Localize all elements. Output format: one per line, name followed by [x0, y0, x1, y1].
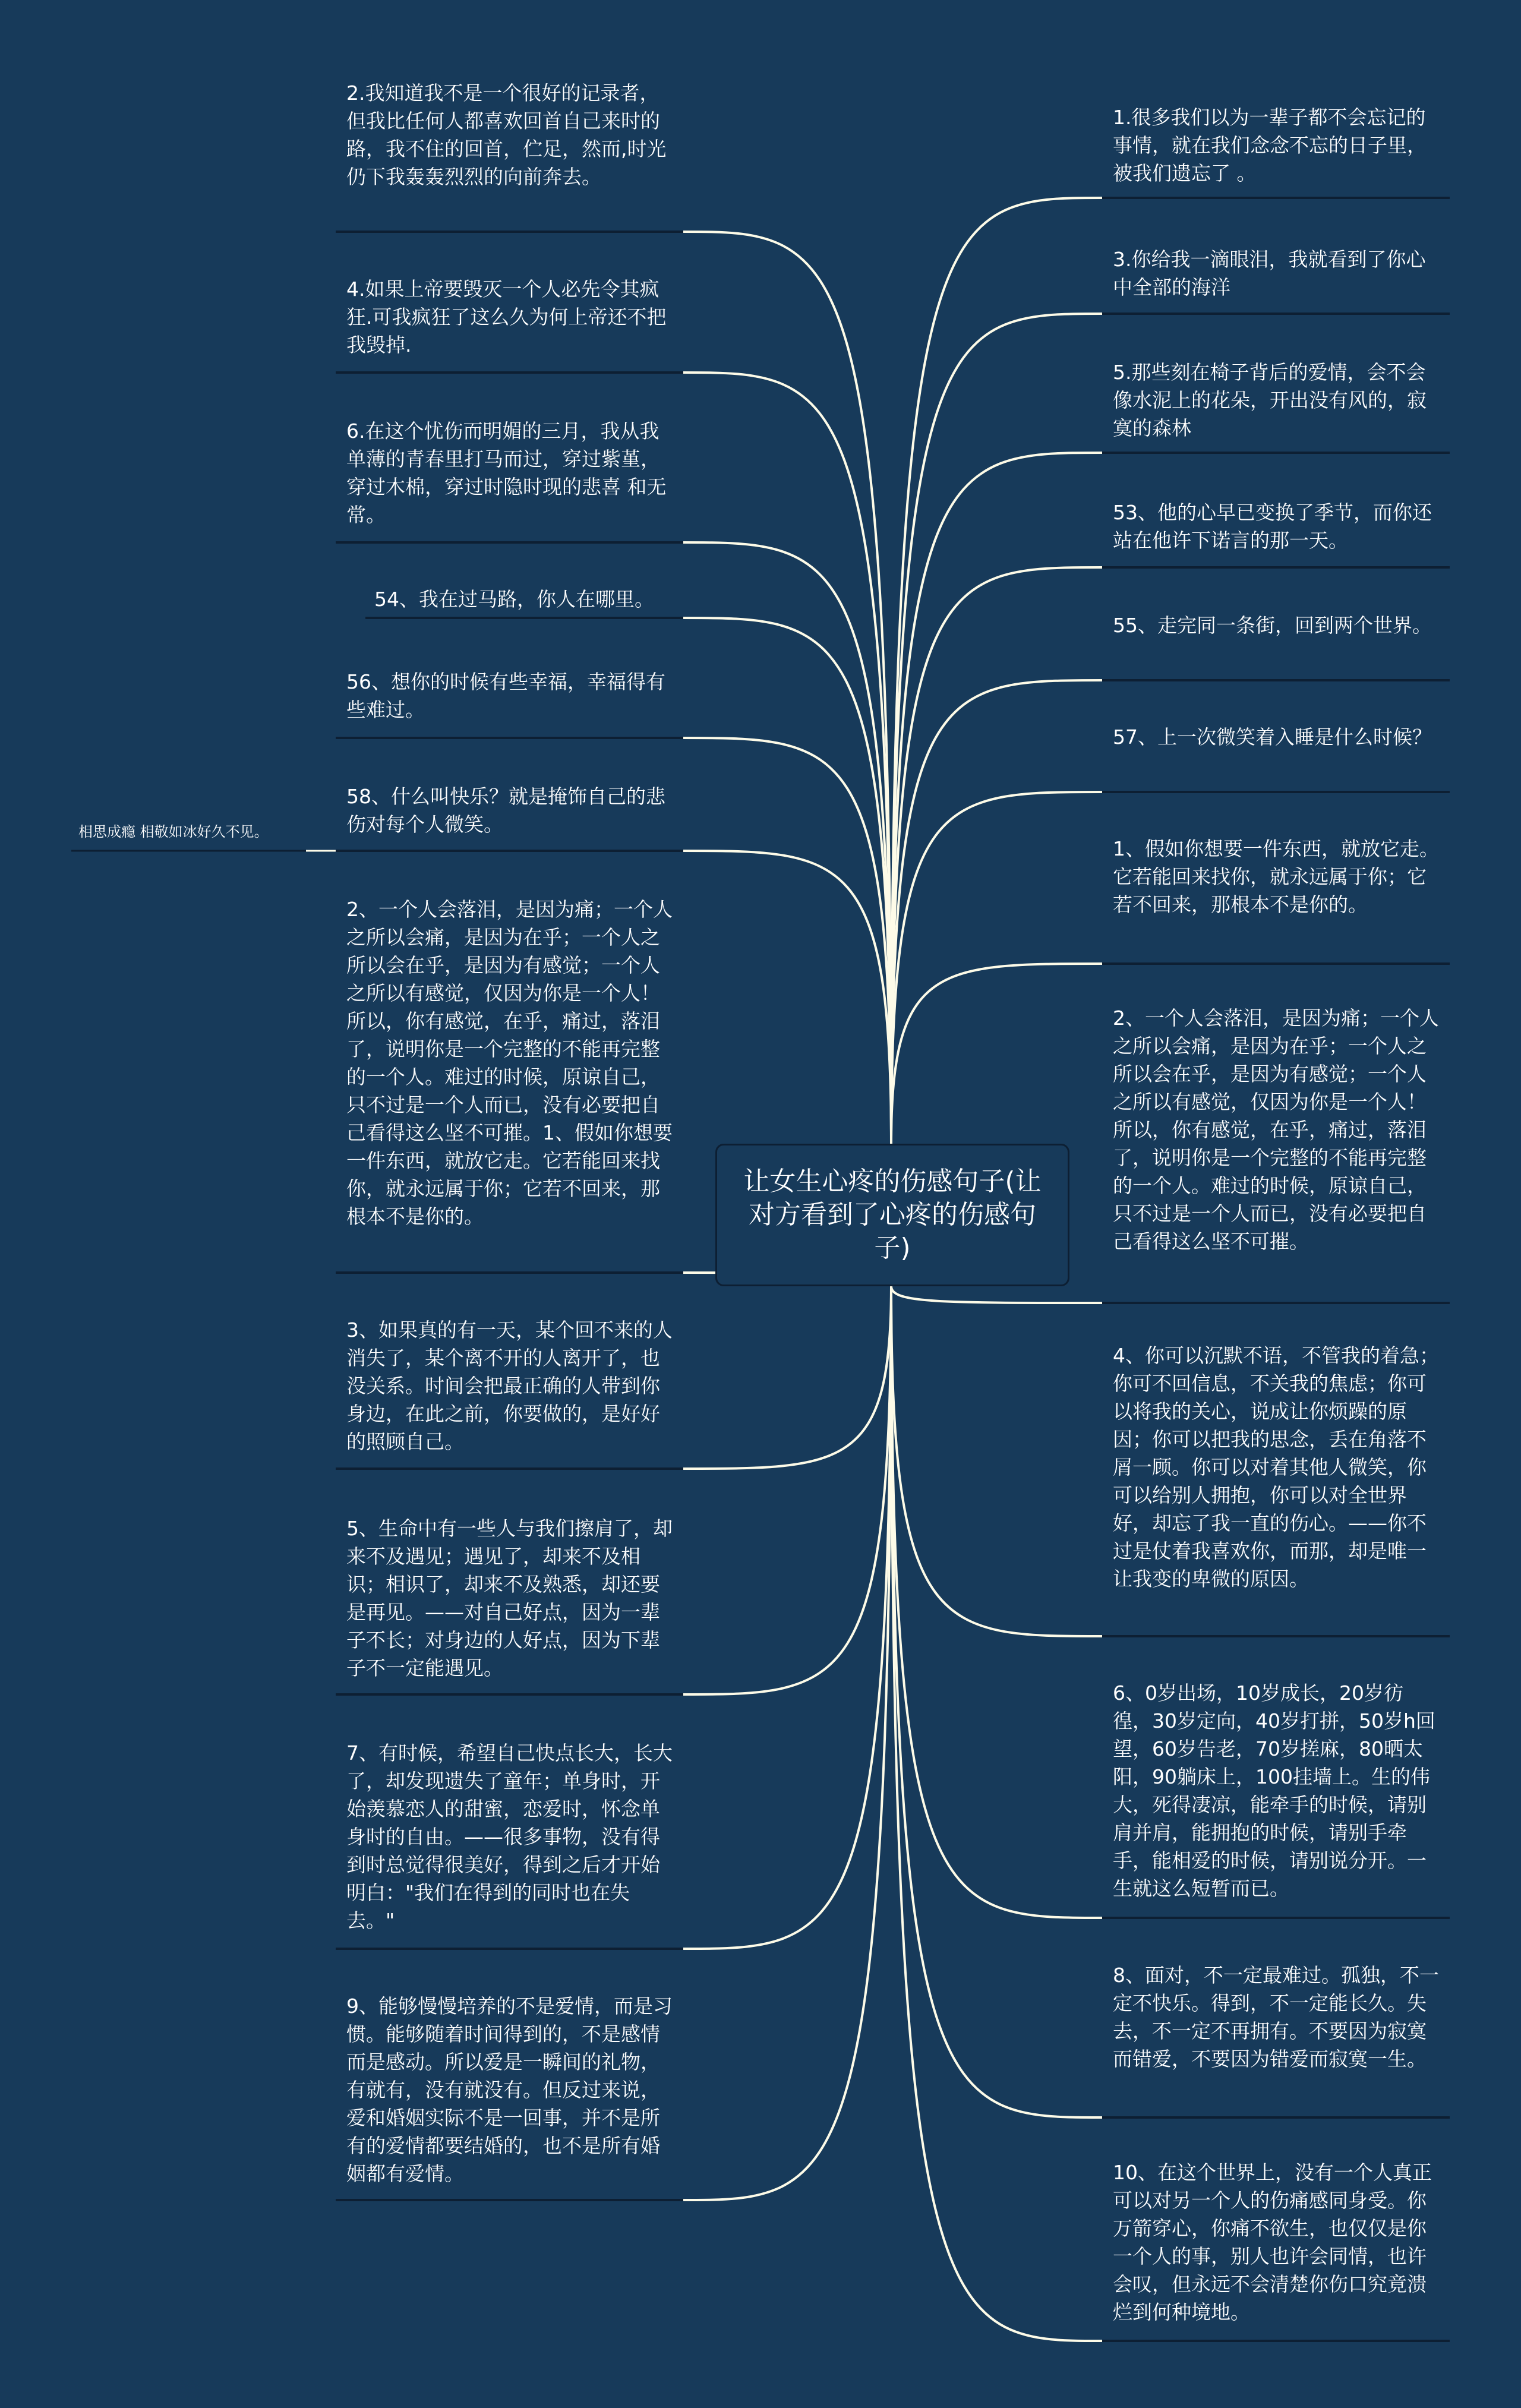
- left-connector-6: [683, 851, 891, 1144]
- central-topic[interactable]: [715, 1144, 1069, 1286]
- right-connector-10: [891, 1286, 1102, 1918]
- left-node-3: 6.在这个忧伤而明媚的三月，我从我单薄的青春里打马而过，穿过紫堇，穿过木棉，穿过时隐时现的悲喜 和无常。: [346, 419, 667, 526]
- right-connector-9: [891, 1286, 1102, 1636]
- right-node-4: 53、他的心早已变换了季节，而你还站在他许下诺言的那一天。: [1113, 501, 1432, 552]
- left-connector-8: [683, 1286, 891, 1469]
- left-connector-5: [683, 738, 891, 1144]
- right-node-3: 5.那些刻在椅子背后的爱情，会不会像水泥上的花朵，开出没有风的，寂寞的森林: [1113, 361, 1427, 440]
- far-left-node: 相思成瘾 相敬如冰好久不见。: [78, 823, 269, 840]
- left-connector-9: [683, 1286, 891, 1694]
- right-node-12: 10、在这个世界上，没有一个人真正可以对另一个人的伤痛感同身受。你万箭穿心，你痛不欲生，也仅仅是你一个人的事，别人也许会同情，也许会叹，但永远不会清楚你伤口究竟溃烂到何种境地。: [1113, 2161, 1432, 2324]
- right-connector-7: [891, 964, 1102, 1144]
- right-node-9: 4、你可以沉默不语，不管我的着急；你可不回信息，不关我的焦虑；你可以将我的关心，说成让你烦躁的原因；你可以把我的思念，丢在角落不屑一顾。你可以对着其他人微笑，你可以给别人拥抱，你可以对全世界好，却忘了我一直的伤心。——你不过是仗着我喜欢你，而那，却是唯一让我变的卑微的原因。: [1113, 1344, 1439, 1590]
- left-node-5: 56、想你的时候有些幸福，幸福得有些难过。: [346, 670, 665, 721]
- left-node-7: 2、一个人会落泪，是因为痛；一个人之所以会痛，是因为在乎；一个人之所以会在乎，是因为有感觉；一个人之所以有感觉，仅因为你是一个人！所以，你有感觉，在乎，痛过，落泪了，说明你是一个完整的不能再完整的一个人。难过的时候，原谅自己，只不过是一个人而已，没有必要把自己看得这么坚不可摧。1、假如你想要一件东西，就放它走。它若能回来找你，就永远属于你；它若不回来，那根本不是你的。: [346, 898, 673, 1228]
- right-connector-5: [891, 680, 1102, 1144]
- right-node-6: 57、上一次微笑着入睡是什么时候？: [1113, 725, 1432, 749]
- left-node-9: 5、生命中有一些人与我们擦肩了，却来不及遇见；遇见了，却来不及相识；相识了，却来不及熟悉，却还要是再见。——对自己好点，因为一辈子不长；对身边的人好点，因为下辈子不一定能遇见。: [346, 1517, 673, 1680]
- right-node-2: 3.你给我一滴眼泪，我就看到了你心中全部的海洋: [1113, 248, 1426, 299]
- left-connector-1: [683, 232, 891, 1144]
- left-connector-11: [683, 1286, 891, 2200]
- right-connector-2: [891, 314, 1102, 1144]
- right-node-10: 6、0岁出场，10岁成长，20岁彷徨，30岁定向，40岁打拼，50岁h回望，60岁告老，70岁搓麻，80晒太阳，90躺床上，100挂墙上。生的伟大，死得凄凉，能牵手的时候，请别肩并肩，能拥抱的时候，请别手牵手，能相爱的时候，请别说分开。一生就这么短暂而已。: [1113, 1681, 1435, 1900]
- left-node-10: 7、有时候，希望自己快点长大，长大了，却发现遗失了童年；单身时，开始羡慕恋人的甜蜜，恋爱时，怀念单身时的自由。——很多事物，没有得到时总觉得很美好，得到之后才开始明白："我们在得到的同时也在失去。": [346, 1741, 673, 1932]
- left-connector-4: [683, 618, 891, 1144]
- left-node-4: 54、我在过马路，你人在哪里。: [374, 588, 654, 611]
- left-node-8: 3、如果真的有一天，某个回不来的人消失了，某个离不开的人离开了，也没关系。时间会把最正确的人带到你身边，在此之前，你要做的，是好好的照顾自己。: [346, 1318, 673, 1453]
- left-connector-3: [683, 542, 891, 1144]
- right-node-5: 55、走完同一条街，回到两个世界。: [1113, 614, 1432, 637]
- right-node-7: 1、假如你想要一件东西，就放它走。它若能回来找你，就永远属于你；它若不回来，那根本不是你的。: [1113, 837, 1439, 916]
- left-node-11: 9、能够慢慢培养的不是爱情，而是习惯。能够随着时间得到的，不是感情而是感动。所以爱是一瞬间的礼物，有就有，没有就没有。但反过来说，爱和婚姻实际不是一回事，并不是所有的爱情都要结婚的，也不是所有婚姻都有爱情。: [346, 1994, 673, 2185]
- right-connector-8: [891, 1286, 1102, 1303]
- right-connector-11: [891, 1286, 1102, 2117]
- right-connector-12: [891, 1286, 1102, 2341]
- left-connector-2: [683, 373, 891, 1144]
- left-node-6: 58、什么叫快乐？就是掩饰自己的悲伤对每个人微笑。: [346, 785, 665, 836]
- left-node-2: 4.如果上帝要毁灭一个人必先令其疯狂.可我疯狂了这么久为何上帝还不把我毁掉.: [346, 277, 667, 356]
- left-node-1: 2.我知道我不是一个很好的记录者，但我比任何人都喜欢回首自己来时的路，我不住的回首，伫足，然而,时光仍下我轰轰烈烈的向前奔去。: [346, 81, 667, 188]
- central-topic-title: 让女生心疼的伤感句子(让对方看到了心疼的伤感句子): [743, 1166, 1042, 1263]
- right-node-8: 2、一个人会落泪，是因为痛；一个人之所以会痛，是因为在乎；一个人之所以会在乎，是因为有感觉；一个人之所以有感觉，仅因为你是一个人！所以，你有感觉，在乎，痛过，落泪了，说明你是一个完整的不能再完整的一个人。难过的时候，原谅自己，只不过是一个人而已，没有必要把自己看得这么坚不可摧。: [1113, 1006, 1439, 1253]
- right-node-11: 8、面对，不一定最难过。孤独，不一定不快乐。得到，不一定能长久。失去，不一定不再拥有。不要因为寂寞而错爱，不要因为错爱而寂寞一生。: [1113, 1964, 1439, 2071]
- right-node-1: 1.很多我们以为一辈子都不会忘记的事情，就在我们念念不忘的日子里，被我们遗忘了 。: [1113, 106, 1427, 185]
